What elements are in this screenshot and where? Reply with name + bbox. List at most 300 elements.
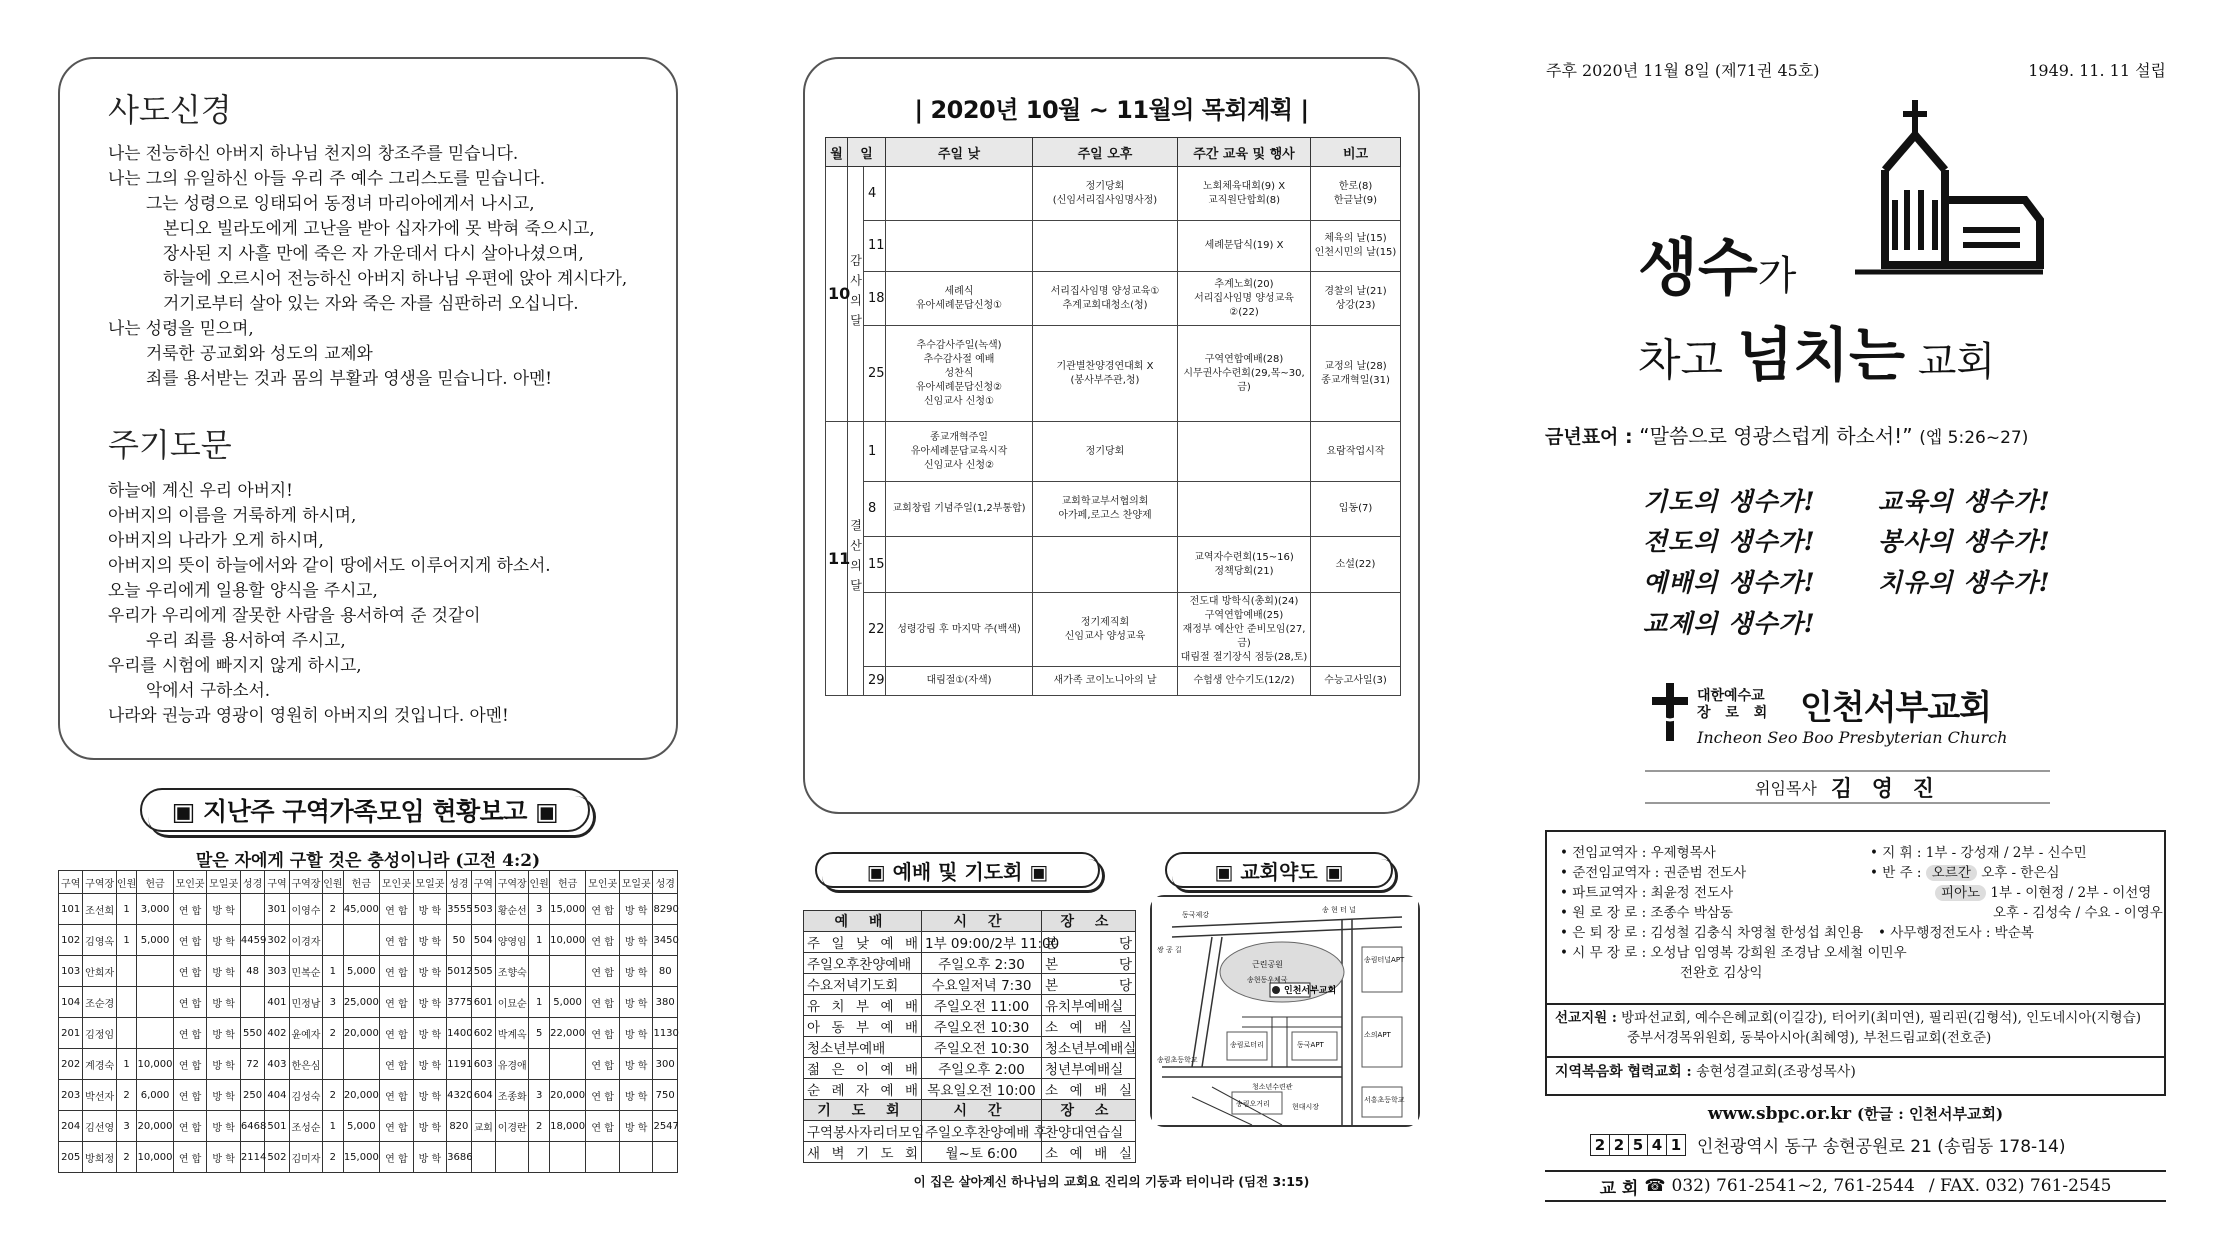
creed-line: 본디오 빌라도에게 고난을 받아 십자가에 못 박혀 죽으시고, <box>163 218 595 238</box>
report-cell: 연 합 <box>380 987 414 1018</box>
map-label: 송림오거리 <box>1236 1100 1270 1108</box>
report-header-cell: 헌금 <box>137 871 174 894</box>
report-cell: 연 합 <box>173 1142 207 1173</box>
report-cell: 방 학 <box>413 1111 447 1142</box>
report-cell: 3686 <box>447 1142 471 1173</box>
staff-line: • 지 휘 : 1부 - 강성재 / 2부 - 신수민 <box>1870 845 2087 861</box>
church-map <box>1150 895 1420 1127</box>
report-cell: 601 <box>471 987 495 1018</box>
report-cell: 방 학 <box>207 1049 241 1080</box>
plan-header-row <box>826 138 1401 167</box>
report-cell: 3 <box>529 894 549 925</box>
report-cell: 403 <box>265 1049 289 1080</box>
slogan: 기도의 생수가! <box>1643 487 1816 516</box>
staff-line: • 반 주 : <box>1870 865 1922 881</box>
plan-month: 10 <box>826 167 848 422</box>
report-cell: 45,000 <box>343 894 380 925</box>
denomination-line: 대한예수교 <box>1697 688 1765 704</box>
report-cell: 방 학 <box>207 1080 241 1111</box>
report-cell: 연 합 <box>173 987 207 1018</box>
report-cell <box>240 894 264 925</box>
plan-row <box>826 667 1401 696</box>
worship-cell: 주일오전 10:30 <box>922 1037 1042 1058</box>
plan-weekly-cell: 노회체육대회(9) X 교직원단합회(8) <box>1178 167 1311 221</box>
report-header-cell: 모일곳 <box>413 871 447 894</box>
report-cell <box>549 1049 586 1080</box>
report-cell: 2547 <box>653 1111 678 1142</box>
prayer-header: 시 간 <box>922 1100 1042 1121</box>
report-header-cell: 모일곳 <box>207 871 241 894</box>
report-cell: 김선영 <box>83 1111 117 1142</box>
worship-cell: 유치부예배실 <box>1042 995 1136 1016</box>
report-verse: 말은 자에게 구할 것은 충성이니라 (고전 4:2) <box>195 851 541 871</box>
report-cell: 1130 <box>653 1018 678 1049</box>
plan-afternoon-cell: 정기당회 <box>1033 422 1178 482</box>
creed-line: 나는 그의 유일하신 아들 우리 주 예수 그리스도를 믿습니다. <box>108 168 546 188</box>
plan-weekly-cell: 수험생 안수기도(12/2) <box>1178 667 1311 696</box>
report-cell <box>240 987 264 1018</box>
report-cell: 계경숙 <box>83 1049 117 1080</box>
phone-label: 교 회 <box>1599 1178 1639 1199</box>
report-cell: 방 학 <box>619 1018 653 1049</box>
report-cell: 방 학 <box>207 894 241 925</box>
plan-day-cell: 15 <box>864 537 886 593</box>
report-row <box>59 987 678 1018</box>
report-cell: 602 <box>471 1018 495 1049</box>
map-title: ▣ 교회약도 ▣ <box>1165 852 1393 888</box>
staff-line: 오후 - 한은심 <box>1981 865 2060 881</box>
worship-cell: 본 당 <box>1042 932 1136 953</box>
creed-line: 하늘에 오르시어 전능하신 아버지 하나님 우편에 앉아 계시다가, <box>163 268 628 288</box>
address-row <box>1590 1132 2065 1157</box>
report-cell: 10,000 <box>137 1049 174 1080</box>
report-cell: 401 <box>265 987 289 1018</box>
report-row <box>59 1049 678 1080</box>
plan-weekly-cell: 교역자수련회(15~16) 정책당회(21) <box>1178 537 1311 593</box>
motto-ref: (엡 5:26~27) <box>1919 428 2029 448</box>
slogan: 전도의 생수가! <box>1643 527 1816 556</box>
plan-header: 월 <box>826 138 848 167</box>
report-cell: 550 <box>240 1018 264 1049</box>
report-cell: 1400 <box>447 1018 471 1049</box>
map-label: 인천서부교회 <box>1284 986 1337 996</box>
worship-cell: 소 예 배 실 <box>1042 1016 1136 1037</box>
worship-row <box>804 1016 1136 1037</box>
report-cell: 380 <box>653 987 678 1018</box>
report-cell <box>549 1142 586 1173</box>
plan-title-text: 2020년 10월 ~ 11월의 목회계획 <box>930 96 1293 124</box>
prayer-line: 오늘 우리에게 일용할 양식을 주시고, <box>108 580 378 600</box>
report-cell <box>137 956 174 987</box>
report-row <box>59 1018 678 1049</box>
plan-noon-cell: 성령강림 후 마지막 주(백색) <box>886 593 1033 667</box>
report-cell: 2 <box>116 1080 136 1111</box>
report-cell: 김미자 <box>289 1142 323 1173</box>
report-cell: 6468 <box>240 1111 264 1142</box>
staff-list <box>1560 843 1907 983</box>
plan-row <box>826 537 1401 593</box>
fax-number: / FAX. 032) 761-2545 <box>1928 1176 2112 1196</box>
church-name: 인천서부교회 <box>1800 688 1992 728</box>
worship-table <box>803 910 1136 1163</box>
map-label: 송림초등학교 <box>1157 1056 1198 1064</box>
divider <box>1545 1003 2166 1005</box>
worship-cell: 찬양대연습실 <box>1042 1121 1136 1142</box>
zip-digit: 2 <box>1609 1134 1629 1156</box>
plan-weekly-cell <box>1178 422 1311 482</box>
report-cell: 조향숙 <box>495 956 529 987</box>
plan-note-cell: 입동(7) <box>1311 482 1401 537</box>
mission-text: 중부서경목위원회, 동북아시아(최혜영), 부천드림교회(전호준) <box>1627 1030 1992 1046</box>
report-cell: 301 <box>265 894 289 925</box>
report-cell: 방 학 <box>619 894 653 925</box>
worship-cell: 청소년부예배실 <box>1042 1037 1136 1058</box>
report-header-cell: 구역 <box>59 871 83 894</box>
map-label: 송림터널APT <box>1364 956 1405 964</box>
report-cell: 5012 <box>447 956 471 987</box>
zip-code <box>1590 1134 1685 1156</box>
map-label: 동국제강 <box>1182 911 1210 919</box>
worship-cell: 수요저녁기도회 <box>804 974 922 995</box>
report-cell: 연 합 <box>586 1018 620 1049</box>
plan-row <box>826 482 1401 537</box>
report-cell: 박선자 <box>83 1080 117 1111</box>
creed-line: 거기로부터 살아 있는 자와 죽은 자를 심판하러 오십니다. <box>163 293 579 313</box>
report-cell <box>586 1142 620 1173</box>
report-header-cell: 인원 <box>116 871 136 894</box>
staff-line: • 파트교역자 : 최윤정 전도사 <box>1560 885 1734 901</box>
report-cell: 3,000 <box>137 894 174 925</box>
report-cell: 1 <box>116 894 136 925</box>
plan-note-cell: 소설(22) <box>1311 537 1401 593</box>
report-cell: 1 <box>529 987 549 1018</box>
report-cell: 민정남 <box>289 987 323 1018</box>
report-cell <box>529 1142 549 1173</box>
report-cell: 연 합 <box>380 1111 414 1142</box>
report-cell: 250 <box>240 1080 264 1111</box>
plan-noon-cell: 교회창립 기념주일(1,2부통합) <box>886 482 1033 537</box>
report-cell: 1 <box>529 925 549 956</box>
report-cell: 박계옥 <box>495 1018 529 1049</box>
report-cell: 5,000 <box>549 987 586 1018</box>
report-cell: 6,000 <box>137 1080 174 1111</box>
plan-noon-cell: 대림절①(자색) <box>886 667 1033 696</box>
worship-cell: 청소년부예배 <box>804 1037 922 1058</box>
creed-line: 거룩한 공교회와 성도의 교제와 <box>146 343 373 363</box>
worship-row <box>804 974 1136 995</box>
church-english-name: Incheon Seo Boo Presbyterian Church <box>1697 728 2008 747</box>
mission-text: 방파선교회, 예수은혜교회(이길강), 터어키(최미연), 필리핀(김형석), 인도네시아(지형습) <box>1621 1010 2142 1026</box>
report-cell: 연 합 <box>173 1049 207 1080</box>
plan-day-cell: 22 <box>864 593 886 667</box>
plan-weekly-cell <box>1178 482 1311 537</box>
report-table <box>58 870 678 1173</box>
report-cell: 윤예자 <box>289 1018 323 1049</box>
report-cell: 연 합 <box>586 1111 620 1142</box>
map-label: 송현동우체국 <box>1247 976 1288 984</box>
report-cell: 연 합 <box>173 956 207 987</box>
plan-noon-cell <box>886 537 1033 593</box>
report-cell: 502 <box>265 1142 289 1173</box>
report-cell: 1191 <box>447 1049 471 1080</box>
report-cell: 연 합 <box>380 925 414 956</box>
worship-header-row <box>804 911 1136 932</box>
report-cell: 5,000 <box>137 925 174 956</box>
staff-line: • 준전임교역자 : 권준범 전도사 <box>1560 865 1747 881</box>
creed-line: 나는 전능하신 아버지 하나님 천지의 창조주를 믿습니다. <box>108 143 519 163</box>
plan-afternoon-cell: 새가족 코이노니아의 날 <box>1033 667 1178 696</box>
report-cell: 20,000 <box>343 1080 380 1111</box>
report-cell: 402 <box>265 1018 289 1049</box>
plan-header: 주간 교육 및 행사 <box>1178 138 1311 167</box>
plan-day-cell: 1 <box>864 422 886 482</box>
prayer-line: 아버지의 이름을 거룩하게 하시며, <box>108 505 357 525</box>
slogan: 교육의 생수가! <box>1878 487 2051 516</box>
plan-afternoon-cell: 기관별찬양경연대회 X (봉사부주관,청) <box>1033 326 1178 422</box>
report-cell: 505 <box>471 956 495 987</box>
report-cell: 603 <box>471 1049 495 1080</box>
report-cell: 연 합 <box>173 1018 207 1049</box>
report-cell: 방 학 <box>619 1049 653 1080</box>
staff-line: • 시 무 장 로 : 오성남 임영복 강희원 조경남 오세철 이민우 <box>1560 945 1907 961</box>
report-cell: 연 합 <box>380 1080 414 1111</box>
report-cell <box>495 1142 529 1173</box>
report-cell: 2 <box>323 1080 343 1111</box>
plan-footer-verse: 이 집은 살아계신 하나님의 교회요 진리의 기둥과 터이니라 (딤전 3:15) <box>913 1174 1310 1189</box>
staff-line: 오후 - 김성숙 / 수요 - 이영우 <box>1993 905 2163 921</box>
worship-cell: 새 벽 기 도 회 <box>804 1142 922 1163</box>
plan-month-name: 결산의달 <box>848 422 864 696</box>
brand-word: 생수 <box>1638 231 1758 304</box>
pastor-title: 위임목사 <box>1755 778 1817 798</box>
staff-line: 1부 - 이현정 / 2부 - 이선영 <box>1990 885 2152 901</box>
prayer-line: 아버지의 나라가 오게 하시며, <box>108 530 324 550</box>
report-cell: 50 <box>447 925 471 956</box>
report-cell: 유경애 <box>495 1049 529 1080</box>
plan-note-cell: 수능고사일(3) <box>1311 667 1401 696</box>
report-cell: 1 <box>116 1049 136 1080</box>
report-header-cell: 성경 <box>240 871 264 894</box>
report-cell: 4320 <box>447 1080 471 1111</box>
report-cell: 20,000 <box>549 1080 586 1111</box>
plan-title: | 2020년 10월 ~ 11월의 목회계획 | <box>914 96 1309 124</box>
divider <box>1545 1056 2166 1058</box>
report-cell: 5,000 <box>343 956 380 987</box>
plan-day-cell: 11 <box>864 221 886 272</box>
map-label: 청소년수련관 <box>1252 1083 1293 1091</box>
report-cell: 1 <box>116 925 136 956</box>
report-row <box>59 894 678 925</box>
prayer-line: 하늘에 계신 우리 아버지! <box>108 480 293 500</box>
worship-cell: 소 예 배 실 <box>1042 1142 1136 1163</box>
report-cell: 5 <box>529 1018 549 1049</box>
report-cell <box>343 1049 380 1080</box>
brand-word: 가 <box>1757 253 1797 299</box>
report-cell: 연 합 <box>380 1018 414 1049</box>
plan-row <box>826 326 1401 422</box>
report-cell: 3775 <box>447 987 471 1018</box>
plan-row <box>826 593 1401 667</box>
report-cell: 72 <box>240 1049 264 1080</box>
report-cell: 양영임 <box>495 925 529 956</box>
report-cell: 205 <box>59 1142 83 1173</box>
plan-weekly-cell: 세례문답식(19) X <box>1178 221 1311 272</box>
report-cell <box>343 925 380 956</box>
map-label: 현대시장 <box>1292 1103 1320 1111</box>
worship-row <box>804 995 1136 1016</box>
report-cell: 404 <box>265 1080 289 1111</box>
worship-cell: 본 당 <box>1042 974 1136 995</box>
report-row <box>59 1080 678 1111</box>
staff-line: • 원 로 장 로 : 조종수 박삼동 <box>1560 905 1733 921</box>
report-cell: 이경자 <box>289 925 323 956</box>
worship-cell: 주일오후찬양예배 후 <box>922 1121 1042 1142</box>
plan-note-cell: 체육의 날(15) 인천시민의 날(15) <box>1311 221 1401 272</box>
plan-table <box>825 137 1401 696</box>
plan-day-cell: 8 <box>864 482 886 537</box>
website-url[interactable]: www.sbpc.or.kr <box>1707 1104 1852 1124</box>
plan-header: 주일 낮 <box>886 138 1033 167</box>
report-header-cell: 모일곳 <box>619 871 653 894</box>
report-cell: 방 학 <box>413 956 447 987</box>
report-cell: 조선희 <box>83 894 117 925</box>
report-cell: 300 <box>653 1049 678 1080</box>
creed-line: 그는 성령으로 잉태되어 동정녀 마리아에게서 나시고, <box>146 193 535 213</box>
prayer-header-row <box>804 1100 1136 1121</box>
slogan: 교제의 생수가! <box>1643 609 1816 638</box>
brand-line-2 <box>1638 308 1995 392</box>
worship-row <box>804 1037 1136 1058</box>
report-header-cell: 인원 <box>529 871 549 894</box>
worship-cell: 목요일오전 10:00 <box>922 1079 1042 1100</box>
report-cell: 이묘순 <box>495 987 529 1018</box>
plan-note-cell: 요람작업시작 <box>1311 422 1401 482</box>
zip-digit: 4 <box>1647 1134 1667 1156</box>
brand-word: 교회 <box>1905 339 1996 385</box>
report-cell: 방 학 <box>413 894 447 925</box>
brand-word: 넘치는 <box>1737 321 1906 389</box>
report-cell: 방 학 <box>619 956 653 987</box>
worship-cell: 주일오전 10:30 <box>922 1016 1042 1037</box>
report-cell <box>549 956 586 987</box>
worship-cell: 본 당 <box>1042 953 1136 974</box>
report-cell <box>137 987 174 1018</box>
report-cell: 501 <box>265 1111 289 1142</box>
report-cell: 연 합 <box>380 894 414 925</box>
report-cell <box>137 1018 174 1049</box>
report-cell: 방 학 <box>207 956 241 987</box>
report-cell: 연 합 <box>173 925 207 956</box>
report-cell: 48 <box>240 956 264 987</box>
report-cell: 연 합 <box>173 1080 207 1111</box>
report-cell: 2 <box>116 1142 136 1173</box>
report-cell: 조순경 <box>83 987 117 1018</box>
worship-cell: 소 예 배 실 <box>1042 1079 1136 1100</box>
worship-row <box>804 953 1136 974</box>
plan-afternoon-cell: 교회학교부서협의회 아가페,로고스 찬양제 <box>1033 482 1178 537</box>
report-cell <box>323 1049 343 1080</box>
pastor-name: 김 영 진 <box>1830 776 1940 802</box>
report-cell: 8290 <box>653 894 678 925</box>
worship-cell: 젊 은 이 예 배 <box>804 1058 922 1079</box>
report-cell: 20,000 <box>343 1018 380 1049</box>
worship-cell: 아 동 부 예 배 <box>804 1016 922 1037</box>
map-label: 쌍 공 길 <box>1157 946 1182 954</box>
report-cell: 503 <box>471 894 495 925</box>
report-cell: 750 <box>653 1080 678 1111</box>
worship-header: 예 배 <box>804 911 922 932</box>
denomination-line: 장 로 회 <box>1697 705 1773 721</box>
worship-cell: 청년부예배실 <box>1042 1058 1136 1079</box>
prayer-line: 우리를 시험에 빠지지 않게 하시고, <box>108 655 362 675</box>
report-header-cell: 구역 <box>471 871 495 894</box>
report-cell: 104 <box>59 987 83 1018</box>
map-label: 송림로터리 <box>1230 1041 1264 1049</box>
report-cell: 민복순 <box>289 956 323 987</box>
report-cell: 3 <box>323 987 343 1018</box>
piano-tag: 피아노 <box>1935 885 1986 901</box>
report-cell: 604 <box>471 1080 495 1111</box>
plan-row <box>826 167 1401 221</box>
worship-cell: 주일오후 2:30 <box>922 953 1042 974</box>
slogan: 치유의 생수가! <box>1878 568 2051 597</box>
prayer-line: 우리가 우리에게 잘못한 사람을 용서하여 준 것같이 <box>108 605 481 625</box>
report-row <box>59 1142 678 1173</box>
report-cell: 방 학 <box>207 987 241 1018</box>
plan-row <box>826 422 1401 482</box>
report-cell: 22,000 <box>549 1018 586 1049</box>
creed-line: 나는 성령을 믿으며, <box>108 318 254 338</box>
worship-row <box>804 932 1136 953</box>
report-cell: 10,000 <box>549 925 586 956</box>
report-cell: 504 <box>471 925 495 956</box>
report-cell: 연 합 <box>173 894 207 925</box>
report-cell: 103 <box>59 956 83 987</box>
report-cell: 연 합 <box>173 1111 207 1142</box>
report-header-cell: 모인곳 <box>173 871 207 894</box>
staff-line: • 사무행정전도사 : 박순복 <box>1878 925 2034 941</box>
worship-row <box>804 1121 1136 1142</box>
worship-cell: 수요일저녁 7:30 <box>922 974 1042 995</box>
worship-row <box>804 1079 1136 1100</box>
report-cell: 3450 <box>653 925 678 956</box>
report-cell: 2 <box>323 1142 343 1173</box>
report-cell: 이경란 <box>495 1111 529 1142</box>
report-cell: 연 합 <box>586 1049 620 1080</box>
report-header-cell: 구역장 <box>289 871 323 894</box>
report-cell: 303 <box>265 956 289 987</box>
worship-cell: 순 례 자 예 배 <box>804 1079 922 1100</box>
prayer-line: 나라와 권능과 영광이 영원히 아버지의 것입니다. 아멘! <box>108 705 509 725</box>
report-header-cell: 성경 <box>653 871 678 894</box>
plan-afternoon-cell: 정기당회 (신임서리집사임명사정) <box>1033 167 1178 221</box>
plan-row <box>826 272 1401 326</box>
worship-header: 시 간 <box>922 911 1042 932</box>
creed-line: 죄를 용서받는 것과 몸의 부활과 영생을 믿습니다. 아멘! <box>146 368 553 388</box>
map-label: 소의APT <box>1364 1031 1391 1039</box>
plan-header: 일 <box>848 138 886 167</box>
report-header-cell: 모인곳 <box>586 871 620 894</box>
year-motto <box>1545 420 2028 449</box>
report-header-cell: 인원 <box>323 871 343 894</box>
plan-afternoon-cell <box>1033 221 1178 272</box>
plan-weekly-cell: 전도대 방학식(총회)(24) 구역연합예배(25) 재정부 예산안 준비모임(27,금) 대림절 절기장식 점등(28,토) <box>1178 593 1311 667</box>
worship-cell: 월~토 6:00 <box>922 1142 1042 1163</box>
report-cell <box>653 1142 678 1173</box>
report-cell: 방 학 <box>619 987 653 1018</box>
report-cell: 조종화 <box>495 1080 529 1111</box>
report-cell: 김영옥 <box>83 925 117 956</box>
